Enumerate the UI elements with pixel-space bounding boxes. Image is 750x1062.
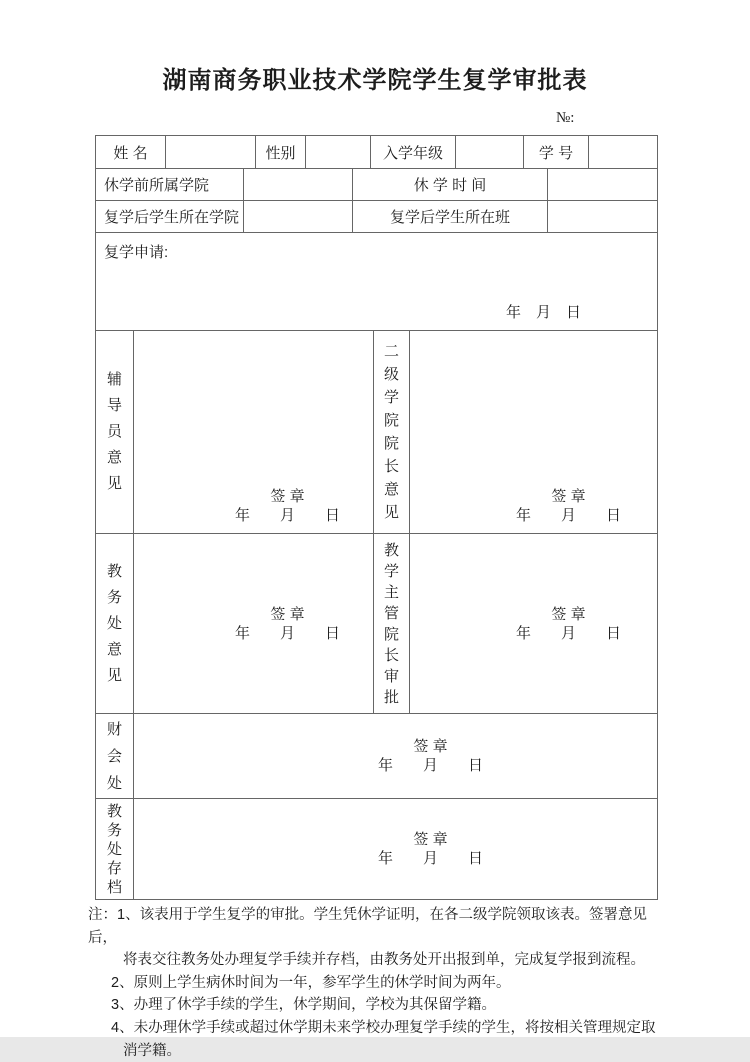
suspension-time-label-cell: 休 学 时 间 [353, 169, 548, 200]
finance-office-area [134, 714, 659, 798]
sign-date-label: 年 月 日 [515, 624, 621, 642]
student-info-row-1 [96, 136, 657, 169]
sign-date-label: 年 月 日 [515, 507, 621, 524]
application-date-line: 年 月 日 [505, 304, 581, 321]
sign-date-label: 年 月 日 [377, 757, 483, 774]
aao-archive-label-cell [96, 799, 134, 899]
enroll-year-value-cell [456, 136, 524, 168]
enroll-year-label-cell: 入学年级 [371, 136, 456, 168]
aao-archive-area [134, 799, 659, 899]
college-dean-opinion-label: 二级学院院长意见 [383, 343, 399, 521]
sign-stamp-label: 签 章 [270, 605, 305, 623]
form-title: 湖南商务职业技术学院学生复学审批表 [162, 67, 588, 94]
sign-stamp-label: 签 章 [413, 738, 448, 755]
finance-sign-block [168, 714, 659, 798]
college-dean-opinion-area [410, 331, 659, 533]
notes [88, 904, 663, 1062]
finance-office-label: 财会处 [106, 720, 122, 792]
sign-date-label: 年 月 日 [377, 850, 483, 867]
resumption-application-cell [96, 233, 659, 330]
counselor-opinion-label-cell [96, 331, 134, 533]
post-resumption-college-label-cell: 复学后学生所在学院 [96, 201, 244, 232]
note-line-3: 2、原则上学生病休时间为一年，参军学生的休学时间为两年。 [111, 974, 511, 991]
sign-date-label: 年 月 日 [234, 507, 340, 524]
note-line-2: 将表交往教务处办理复学手续并存档，由教务处开出报到单，完成复学报到流程。 [123, 952, 645, 969]
finance-office-row [96, 714, 657, 799]
sign-stamp-label: 签 章 [551, 488, 586, 505]
finance-office-label-cell [96, 714, 134, 798]
post-resumption-class-value-cell [548, 201, 659, 232]
teaching-dean-approval-label-cell [374, 534, 410, 713]
aao-opinion-label-cell [96, 534, 134, 713]
aao-archive-row [96, 799, 657, 899]
student-no-value-cell [589, 136, 659, 168]
aao-teaching-dean-row [96, 534, 657, 714]
note-line-5: 4、未办理休学手续或超过休学期未来学校办理复学手续的学生，将按相关管理规定取 [111, 1019, 656, 1036]
counselor-opinion-area [134, 331, 374, 533]
sign-stamp-label: 签 章 [270, 488, 305, 505]
note-line-4: 3、办理了休学手续的学生，休学期间，学校为其保留学籍。 [111, 997, 497, 1014]
aao-sign-block [168, 534, 374, 713]
student-no-label-cell: 学 号 [524, 136, 589, 168]
pre-suspension-college-label-cell: 休学前所属学院 [96, 169, 244, 200]
college-dean-sign-block [444, 487, 659, 525]
pre-suspension-college-value-cell [244, 169, 353, 200]
sign-stamp-label: 签 章 [551, 605, 586, 623]
note-line-6: 消学籍。 [123, 1042, 181, 1059]
teaching-dean-approval-label: 教学主管院长审批 [383, 541, 399, 706]
counselor-opinion-label: 辅导员意见 [106, 371, 122, 492]
gender-value-cell [306, 136, 371, 168]
counselor-sign-block [168, 487, 374, 525]
student-info-row-2 [96, 169, 657, 201]
gender-label-cell: 性别 [256, 136, 306, 168]
note-line-1: 注：1、该表用于学生复学的审批。学生凭休学证明，在各二级学院领取该表。签署意见后， [88, 907, 648, 946]
teaching-dean-approval-area [410, 534, 659, 713]
approval-form-table [95, 135, 658, 900]
application-row [96, 233, 657, 331]
sign-stamp-label: 签 章 [413, 831, 448, 848]
serial-number-label: №: [556, 110, 575, 126]
aao-opinion-label: 教务处意见 [106, 562, 122, 684]
suspension-time-value-cell [548, 169, 659, 200]
archive-sign-block [168, 799, 659, 899]
counselor-dean-row [96, 331, 657, 534]
aao-opinion-area [134, 534, 374, 713]
name-value-cell [166, 136, 256, 168]
post-resumption-college-value-cell [244, 201, 353, 232]
sign-date-label: 年 月 日 [234, 624, 340, 642]
post-resumption-class-label-cell: 复学后学生所在班 [353, 201, 548, 232]
teaching-dean-sign-block [444, 534, 659, 713]
college-dean-opinion-label-cell [374, 331, 410, 533]
application-label: 复学申请: [104, 244, 169, 261]
name-label-cell: 姓 名 [96, 136, 166, 168]
student-info-row-3 [96, 201, 657, 233]
aao-archive-label: 教务处存档 [106, 802, 122, 896]
